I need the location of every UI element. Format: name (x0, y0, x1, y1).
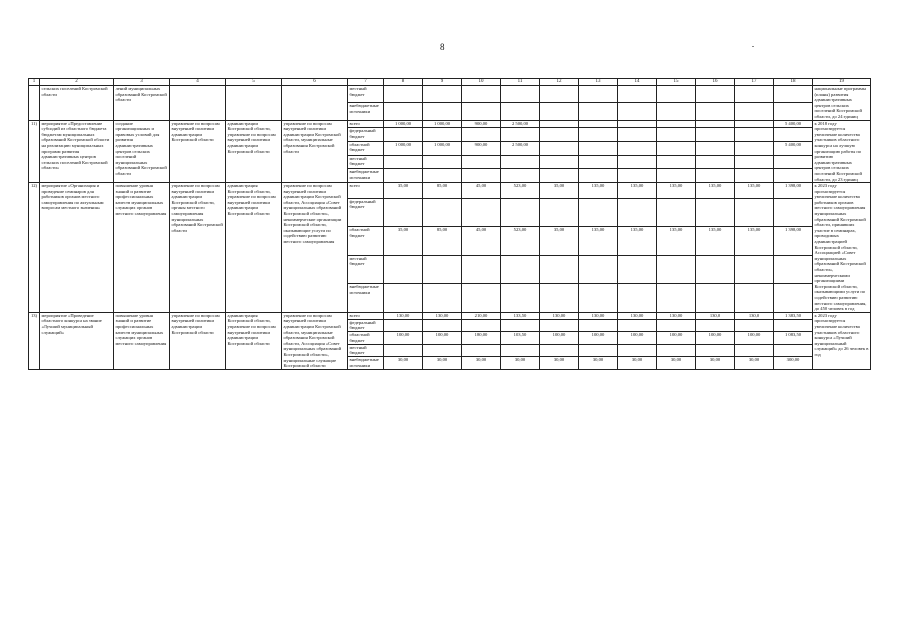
amount-year (423, 284, 462, 313)
continuation-amount (696, 86, 735, 103)
amount-year: 2 500,00 (501, 141, 540, 155)
continuation-amount (618, 86, 657, 103)
amount-year: 30,00 (462, 357, 501, 370)
amount-year (735, 169, 774, 183)
amount-year (696, 344, 735, 357)
amount-year (657, 284, 696, 313)
amount-year (423, 344, 462, 357)
amount-year: 30,00 (384, 357, 423, 370)
amount-year: 100,00 (384, 332, 423, 345)
continuation-amount (579, 103, 618, 120)
continuation-source: внебюджетные источники (348, 103, 384, 120)
table-row (29, 312, 871, 319)
continuation-amount (423, 103, 462, 120)
continuation-amount (501, 86, 540, 103)
funding-source: всего (348, 120, 384, 127)
expected-result: к 2023 году прогнозируется увеличение количества работников органов местного самоуправления муниципальных образований Костромской области, принявших участие в семинарах, проводимых администрацией Костромской области, Ассоциацией «Совет муниципальных образований Костромской области», некоммерческими организациями Костромской области, оказывающими услуги по содействию развитию местного самоуправления, до 450 человек в год (813, 183, 871, 313)
amount-year (423, 198, 462, 227)
continuation-amount (618, 103, 657, 120)
amount-year (540, 284, 579, 313)
amount-year: 2 500,00 (501, 120, 540, 127)
amount-year (696, 155, 735, 169)
amount-total (774, 284, 813, 313)
column-number-19: 19 (813, 79, 871, 86)
amount-year (462, 284, 501, 313)
amount-year (384, 155, 423, 169)
participants: управление по вопросам внутренней политики администрации Костромской области, муниципальные образования Костромской области (282, 120, 348, 183)
responsible-executor: управление по вопросам внутренней политики администрации Костромской области (170, 312, 226, 369)
amount-total: 1 383,50 (774, 312, 813, 319)
funding-source: областной бюджет (348, 332, 384, 345)
column-number-17: 17 (735, 79, 774, 86)
amount-year: 210,00 (462, 312, 501, 319)
amount-year: 900,00 (462, 141, 501, 155)
amount-total (774, 344, 813, 357)
amount-year (657, 319, 696, 332)
column-number-16: 16 (696, 79, 735, 86)
continuation-amount (774, 86, 813, 103)
amount-year (696, 128, 735, 142)
amount-year (696, 141, 735, 155)
amount-year (579, 120, 618, 127)
amount-year (579, 198, 618, 227)
amount-year (696, 198, 735, 227)
amount-total: 5 400,00 (774, 120, 813, 127)
continuation-amount (384, 86, 423, 103)
amount-year (540, 141, 579, 155)
funding-source: всего (348, 312, 384, 319)
column-number-7: 7 (348, 79, 384, 86)
amount-year: 135,00 (657, 183, 696, 198)
amount-year (735, 198, 774, 227)
amount-year (618, 155, 657, 169)
amount-year (696, 319, 735, 332)
column-number-9: 9 (423, 79, 462, 86)
amount-year (384, 128, 423, 142)
continuation-amount (501, 103, 540, 120)
amount-year (618, 198, 657, 227)
amount-year: 100,00 (696, 332, 735, 345)
amount-year (657, 141, 696, 155)
amount-year: 135,00 (735, 183, 774, 198)
continuation-num (29, 86, 40, 121)
funding-source: местный бюджет (348, 344, 384, 357)
amount-year (540, 155, 579, 169)
amount-year (657, 169, 696, 183)
amount-total: 5 400,00 (774, 141, 813, 155)
amount-year (579, 255, 618, 284)
amount-year (501, 319, 540, 332)
amount-year (618, 344, 657, 357)
measure-name: мероприятие «Предоставление субсидий из областного бюджета бюджетам муниципальных образований Костромской области на реализацию муниципальных программ развития административных центров сельских поселений Костромской области» (40, 120, 114, 183)
measure-number: 11) (29, 120, 40, 183)
funding-source: федеральный бюджет (348, 319, 384, 332)
amount-year (501, 169, 540, 183)
amount-year (462, 344, 501, 357)
column-number-15: 15 (657, 79, 696, 86)
amount-year: 45,00 (462, 183, 501, 198)
amount-total (774, 255, 813, 284)
amount-year (579, 155, 618, 169)
funding-source: областной бюджет (348, 141, 384, 155)
funding-source: федеральный бюджет (348, 198, 384, 227)
amount-year (579, 284, 618, 313)
funding-source: внебюджетные источники (348, 357, 384, 370)
amount-year (384, 198, 423, 227)
amount-year: 523,00 (501, 227, 540, 256)
amount-year (657, 120, 696, 127)
amount-year: 133,50 (501, 312, 540, 319)
scan-speck (752, 46, 754, 47)
amount-total (774, 319, 813, 332)
amount-year (618, 284, 657, 313)
amount-year (501, 198, 540, 227)
amount-year: 130,0 (735, 312, 774, 319)
amount-year (384, 319, 423, 332)
column-number-row (29, 79, 871, 86)
amount-year: 35,00 (384, 227, 423, 256)
amount-year: 523,00 (501, 183, 540, 198)
amount-year: 100,00 (540, 332, 579, 345)
funds-administrator: администрации Костромской области, управление по вопросам внутренней политики администрации Костромской области (226, 120, 282, 183)
amount-year (501, 284, 540, 313)
column-number-10: 10 (462, 79, 501, 86)
continuation-result: национальные программы (планы) развития административных центров сельских поселений Костромской области, до 24 единиц (813, 86, 871, 121)
amount-year (618, 319, 657, 332)
amount-year: 100,00 (618, 332, 657, 345)
amount-year: 35,00 (540, 227, 579, 256)
amount-year (462, 128, 501, 142)
amount-year: 900,00 (462, 120, 501, 127)
measure-number: 12) (29, 183, 40, 313)
amount-year: 85,00 (423, 227, 462, 256)
continuation-col6 (282, 86, 348, 121)
amount-year (384, 344, 423, 357)
participants: управление по вопросам внутренней политики администрации Костромской области, муниципальные образования Костромской области, Ассоциация «Совет муниципальных образований Костромской области», муниципальные служащие Костромской области (282, 312, 348, 369)
continuation-amount (384, 103, 423, 120)
amount-year (540, 128, 579, 142)
amount-year (735, 255, 774, 284)
amount-year: 135,00 (735, 227, 774, 256)
amount-year (462, 155, 501, 169)
amount-year (384, 255, 423, 284)
amount-year: 30,00 (735, 357, 774, 370)
responsible-executor: управление по вопросам внутренней политики администрации Костромской области, органы местного самоуправления муниципальных образований Костромской области (170, 183, 226, 313)
amount-total: 300,00 (774, 357, 813, 370)
amount-year: 100,00 (423, 332, 462, 345)
amount-year: 135,00 (696, 183, 735, 198)
amount-year (423, 128, 462, 142)
amount-year: 130,00 (540, 312, 579, 319)
amount-total (774, 128, 813, 142)
amount-year (735, 344, 774, 357)
amount-year: 103,50 (501, 332, 540, 345)
continuation-amount (540, 86, 579, 103)
amount-year (735, 319, 774, 332)
column-number-4: 4 (170, 79, 226, 86)
amount-year: 85,00 (423, 183, 462, 198)
funding-source: федеральный бюджет (348, 128, 384, 142)
amount-total (774, 155, 813, 169)
amount-year (462, 169, 501, 183)
continuation-amount (462, 86, 501, 103)
amount-year (462, 198, 501, 227)
column-number-6: 6 (282, 79, 348, 86)
amount-year (579, 141, 618, 155)
amount-year (540, 255, 579, 284)
continuation-amount (774, 103, 813, 120)
continuation-amount (696, 103, 735, 120)
amount-year (423, 169, 462, 183)
funding-source: местный бюджет (348, 255, 384, 284)
column-number-1: 1 (29, 79, 40, 86)
amount-year: 100,00 (579, 332, 618, 345)
amount-total (774, 198, 813, 227)
amount-year: 1 000,00 (384, 120, 423, 127)
amount-year: 130,00 (579, 312, 618, 319)
amount-year: 30,00 (657, 357, 696, 370)
funding-source: всего (348, 183, 384, 198)
amount-year (501, 128, 540, 142)
funds-administrator: администрация Костромской области, управление по вопросам внутренней политики администрации Костромской области (226, 312, 282, 369)
amount-year: 30,00 (423, 357, 462, 370)
column-number-3: 3 (114, 79, 170, 86)
funding-source: внебюджетные источники (348, 284, 384, 313)
measure-name: мероприятие «Проведение областного конкурса на звание «Лучший муниципальный служащий» (40, 312, 114, 369)
amount-year (735, 141, 774, 155)
column-number-14: 14 (618, 79, 657, 86)
amount-year (384, 169, 423, 183)
amount-year (501, 155, 540, 169)
continuation-goal: лений муниципальных образований Костромской области (114, 86, 170, 121)
amount-year (384, 284, 423, 313)
continuation-col5 (226, 86, 282, 121)
continuation-amount (423, 86, 462, 103)
amount-total: 1 083,50 (774, 332, 813, 345)
amount-year (618, 255, 657, 284)
responsible-executor: управление по вопросам внутренней политики администрации Костромской области (170, 120, 226, 183)
amount-year: 135,00 (579, 183, 618, 198)
amount-year: 135,00 (696, 227, 735, 256)
amount-year: 30,00 (579, 357, 618, 370)
column-number-13: 13 (579, 79, 618, 86)
amount-year (423, 319, 462, 332)
continuation-amount (657, 103, 696, 120)
amount-year (657, 155, 696, 169)
page-number: 8 (440, 42, 445, 52)
amount-year: 1 000,00 (384, 141, 423, 155)
continuation-amount (540, 103, 579, 120)
amount-year: 35,00 (384, 183, 423, 198)
amount-year (540, 169, 579, 183)
amount-year: 30,00 (540, 357, 579, 370)
amount-year: 30,00 (501, 357, 540, 370)
amount-total: 1 398,00 (774, 183, 813, 198)
amount-year: 130,00 (423, 312, 462, 319)
amount-year (618, 141, 657, 155)
column-number-8: 8 (384, 79, 423, 86)
continuation-row (29, 86, 871, 103)
amount-year (735, 284, 774, 313)
amount-year (696, 169, 735, 183)
amount-year: 35,00 (540, 183, 579, 198)
amount-year (735, 155, 774, 169)
amount-year (462, 255, 501, 284)
expected-result: к 2023 году прогнозируется увеличение количества участников областного конкурса «Лучший муниципальный служащий» до 26 человек в год (813, 312, 871, 369)
amount-year (540, 198, 579, 227)
measure-goal: повышение уровня знаний и развитие профессиональных качеств муниципальных служащих органов местного самоуправления (114, 183, 170, 313)
continuation-source: местный бюджет (348, 86, 384, 103)
amount-year (618, 169, 657, 183)
measure-goal: создание организационных и правовых условий для развития административных центров сельских поселений муниципальных образований Костромской области (114, 120, 170, 183)
amount-year (579, 344, 618, 357)
amount-year (657, 344, 696, 357)
funding-source: местный бюджет (348, 155, 384, 169)
funds-administrator: администрация Костромской области, управление по вопросам внутренней политики администрации Костромской области (226, 183, 282, 313)
amount-year: 135,00 (618, 183, 657, 198)
amount-year: 130,00 (384, 312, 423, 319)
amount-year (579, 128, 618, 142)
measure-goal: повышение уровня знаний и развитие профессиональных качеств муниципальных служащих органов местного самоуправления (114, 312, 170, 369)
amount-year (657, 128, 696, 142)
amount-year (501, 344, 540, 357)
amount-year: 135,00 (657, 227, 696, 256)
participants: управление по вопросам внутренней политики администрации Костромской области, Ассоциация «Совет муниципальных образований Костромской области», некоммерческие организации Костромской области, оказывающие услуги по содействию развитию местного самоуправления (282, 183, 348, 313)
amount-year (540, 319, 579, 332)
continuation-amount (657, 86, 696, 103)
amount-year (462, 319, 501, 332)
continuation-measure: сельских поселений Костромской области (40, 86, 114, 121)
amount-year (579, 169, 618, 183)
continuation-amount (579, 86, 618, 103)
amount-year: 100,00 (657, 332, 696, 345)
amount-year: 1 000,00 (423, 120, 462, 127)
amount-year: 180,00 (462, 332, 501, 345)
amount-year (735, 128, 774, 142)
budget-measures-table (28, 78, 871, 370)
table-row (29, 120, 871, 127)
amount-total: 1 398,00 (774, 227, 813, 256)
amount-year: 135,00 (618, 227, 657, 256)
measure-name: мероприятие «Организация и проведение семинаров для работников органов местного самоуправления по актуальным вопросам местного значения» (40, 183, 114, 313)
amount-year (618, 120, 657, 127)
amount-year (735, 120, 774, 127)
amount-year: 45,00 (462, 227, 501, 256)
column-number-12: 12 (540, 79, 579, 86)
amount-year: 30,00 (618, 357, 657, 370)
continuation-amount (735, 103, 774, 120)
funding-source: областной бюджет (348, 227, 384, 256)
amount-year (423, 255, 462, 284)
continuation-amount (462, 103, 501, 120)
amount-year (657, 198, 696, 227)
measure-number: 13) (29, 312, 40, 369)
expected-result: к 2018 году прогнозируется увеличение количества участников областного конкурса на лучшую организацию работы по развитию административных центров сельских поселений Костромской области, до 23 единиц (813, 120, 871, 183)
amount-year (579, 319, 618, 332)
continuation-amount (735, 86, 774, 103)
amount-year: 130,00 (618, 312, 657, 319)
amount-year (696, 284, 735, 313)
column-number-18: 18 (774, 79, 813, 86)
funding-source: внебюджетные источники (348, 169, 384, 183)
column-number-2: 2 (40, 79, 114, 86)
continuation-col4 (170, 86, 226, 121)
amount-year (657, 255, 696, 284)
amount-year (540, 120, 579, 127)
amount-year: 130,0 (696, 312, 735, 319)
amount-year (696, 255, 735, 284)
amount-year (540, 344, 579, 357)
amount-year: 1 000,00 (423, 141, 462, 155)
amount-year: 100,00 (735, 332, 774, 345)
table-row (29, 183, 871, 198)
amount-year (501, 255, 540, 284)
amount-year (696, 120, 735, 127)
amount-year: 135,00 (579, 227, 618, 256)
column-number-11: 11 (501, 79, 540, 86)
amount-total (774, 169, 813, 183)
amount-year: 130,00 (657, 312, 696, 319)
amount-year (423, 155, 462, 169)
column-number-5: 5 (226, 79, 282, 86)
amount-year (618, 128, 657, 142)
amount-year: 30,00 (696, 357, 735, 370)
